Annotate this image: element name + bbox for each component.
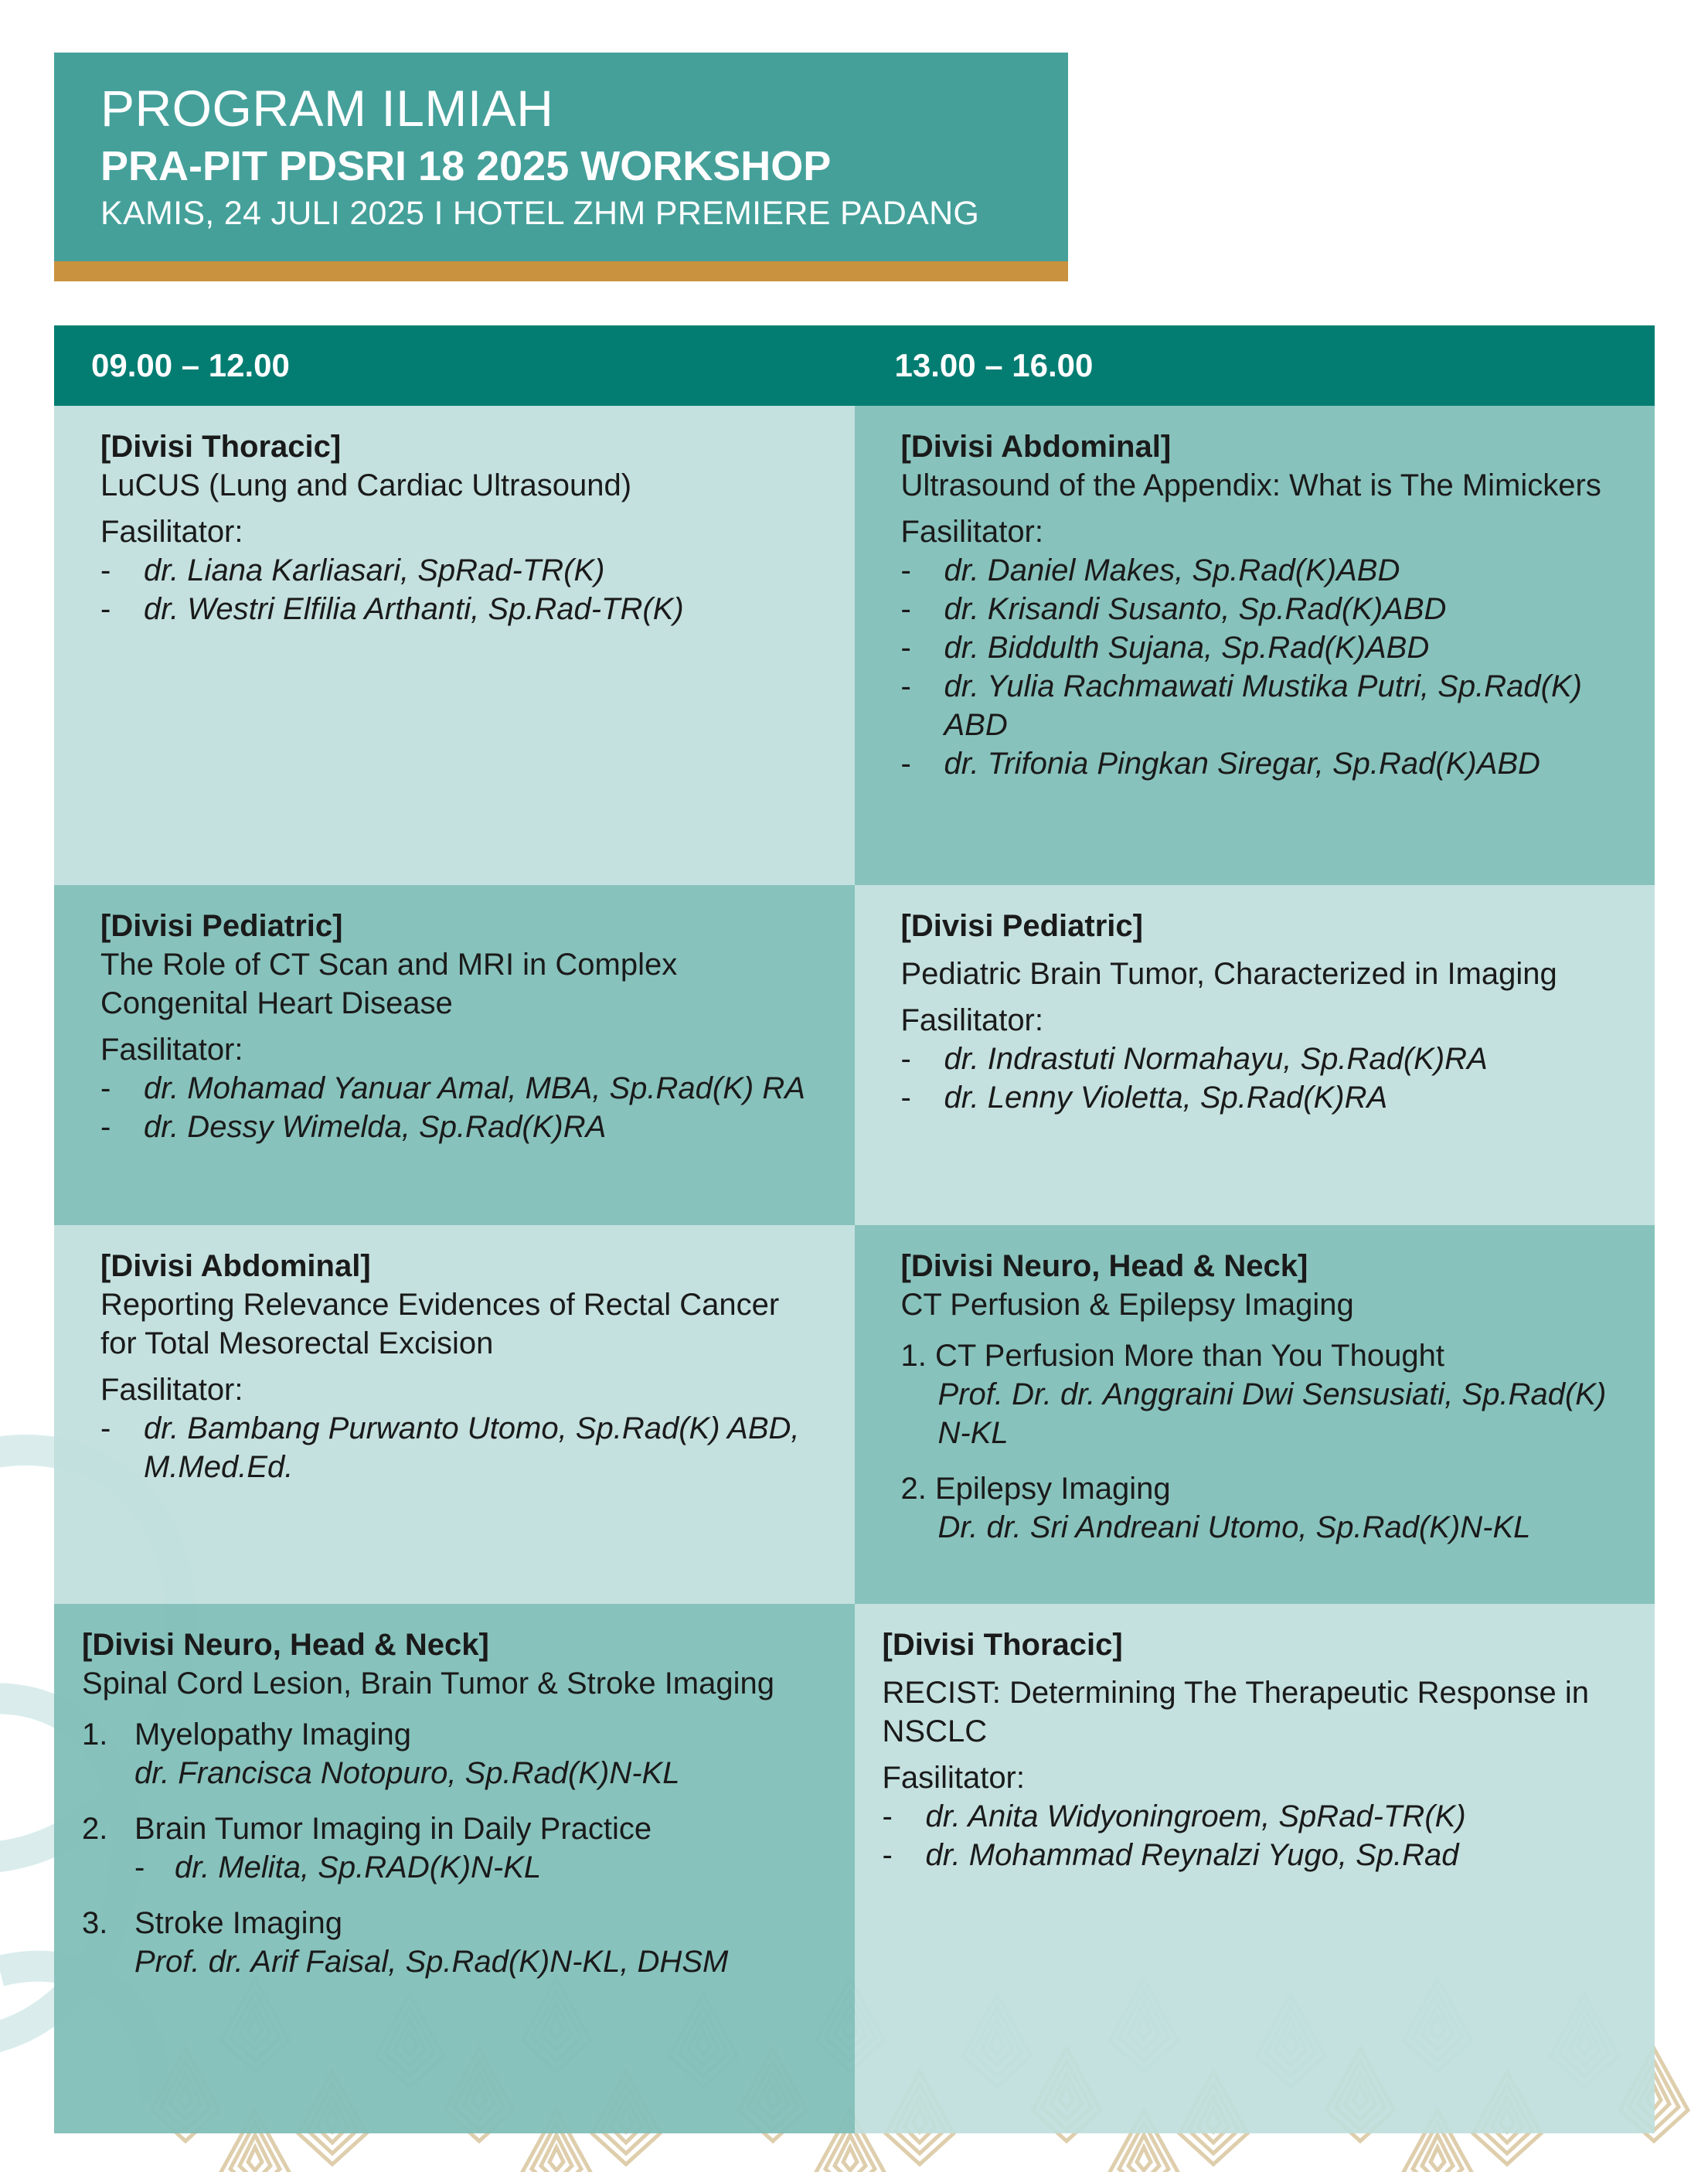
facilitator-name: dr. Trifonia Pingkan Siregar, Sp.Rad(K)ABD [944,747,1540,781]
facilitator-name: dr. Bambang Purwanto Utomo, Sp.Rad(K) ABD, M.Med.Ed. [144,1411,800,1484]
session-topic: LuCUS (Lung and Cardiac Ultrasound) [100,468,632,502]
column-header-morning: 09.00 – 12.00 [91,347,290,383]
speaker-name: dr. Francisca Notopuro, Sp.Rad(K)N-KL [134,1756,680,1790]
facilitator-name: dr. Mohammad Reynalzi Yugo, Sp.Rad [925,1838,1459,1872]
talk-title: Stroke Imaging [134,1906,343,1940]
facilitator-label: Fasilitator: [900,515,1043,549]
talk-title: Myelopathy Imaging [134,1718,411,1752]
talk-title: Brain Tumor Imaging in Daily Practice [134,1812,652,1846]
facilitator-name: dr. Krisandi Susanto, Sp.Rad(K)ABD [944,592,1447,626]
schedule-table [54,325,1655,2133]
talk-title: 2. Epilepsy Imaging [900,1472,1171,1506]
facilitator-name: dr. Biddulth Sujana, Sp.Rad(K)ABD [944,631,1430,665]
session-cell [54,1225,855,1604]
division-label: [Divisi Abdominal] [100,1249,371,1283]
date-venue: KAMIS, 24 JULI 2025 I HOTEL ZHM PREMIERE PADANG [100,195,980,232]
session-topic: Reporting Relevance Evidences of Rectal Cancer for Total Mesorectal Excision [100,1288,780,1360]
division-label: [Divisi Thoracic] [100,430,342,464]
talk-title: 1. CT Perfusion More than You Thought [900,1339,1444,1373]
banner-accent-bar [54,261,1068,281]
facilitator-name: dr. Anita Widyoningroem, SpRad-TR(K) [925,1799,1466,1833]
list-item: - dr. Anita Widyoningroem, SpRad-TR(K) [883,1797,1618,1836]
division-label: [Divisi Neuro, Head & Neck] [900,1249,1308,1283]
session-topic: Spinal Cord Lesion, Brain Tumor & Stroke Imaging [82,1666,774,1700]
facilitator-list [901,551,1618,783]
list-item: - dr. Krisandi Susanto, Sp.Rad(K)ABD [901,590,1618,628]
list-item: - dr. Westri Elfilia Arthanti, Sp.Rad-TR(K) [100,590,818,628]
facilitator-label: Fasilitator: [100,1033,243,1067]
facilitator-label: Fasilitator: [900,1003,1043,1037]
list-item [82,1809,818,1887]
table-row [54,885,1655,1225]
list-item: - dr. Liana Karliasari, SpRad-TR(K) [100,551,818,590]
workshop-subtitle: PRA-PIT PDSRI 18 2025 WORKSHOP [100,143,832,189]
list-item [901,1469,1618,1547]
table-row [54,406,1655,885]
facilitator-label: Fasilitator: [100,515,243,549]
session-cell [54,885,855,1225]
facilitator-list [901,1040,1618,1117]
division-label: [Divisi Neuro, Head & Neck] [82,1628,489,1662]
facilitator-list [100,1069,818,1146]
item-number: 1. [82,1718,108,1752]
speaker-line: - dr. Melita, Sp.RAD(K)N-KL [82,1848,818,1887]
list-item [82,1904,818,1981]
talk-list [901,1336,1618,1547]
list-item: - dr. Indrastuti Normahayu, Sp.Rad(K)RA [901,1040,1618,1078]
session-topic: Pediatric Brain Tumor, Characterized in Imaging [900,957,1557,991]
speaker-name: Prof. dr. Arif Faisal, Sp.Rad(K)N-KL, DHSM [134,1945,729,1979]
facilitator-name: dr. Daniel Makes, Sp.Rad(K)ABD [944,553,1400,587]
table-row [54,1225,1655,1604]
session-topic: The Role of CT Scan and MRI in Complex Congenital Heart Disease [100,948,678,1020]
facilitator-label: Fasilitator: [100,1373,243,1407]
session-topic: CT Perfusion & Epilepsy Imaging [900,1288,1354,1322]
list-item: - dr. Lenny Violetta, Sp.Rad(K)RA [901,1078,1618,1117]
division-label: [Divisi Thoracic] [882,1628,1123,1662]
session-topic: RECIST: Determining The Therapeutic Response in NSCLC [882,1676,1590,1748]
title-banner [54,53,1068,261]
facilitator-name: dr. Yulia Rachmawati Mustika Putri, Sp.Rad(K) ABD [944,669,1582,742]
list-item: - dr. Daniel Makes, Sp.Rad(K)ABD [901,551,1618,590]
list-item: - dr. Mohamad Yanuar Amal, MBA, Sp.Rad(K) RA [100,1069,818,1108]
facilitator-name: dr. Dessy Wimelda, Sp.Rad(K)RA [144,1110,607,1144]
division-label: [Divisi Abdominal] [900,430,1172,464]
facilitator-list [883,1797,1618,1874]
list-item: - dr. Bambang Purwanto Utomo, Sp.Rad(K) ABD, M.Med.Ed. [100,1409,818,1486]
facilitator-name: dr. Indrastuti Normahayu, Sp.Rad(K)RA [944,1042,1488,1076]
session-cell [855,406,1655,885]
speaker-name: Dr. dr. Sri Andreani Utomo, Sp.Rad(K)N-KL [937,1510,1531,1544]
talk-list [82,1715,818,1981]
session-cell [54,406,855,885]
item-number: 3. [82,1906,108,1940]
facilitator-list [100,551,818,628]
session-cell [855,885,1655,1225]
column-header-afternoon: 13.00 – 16.00 [894,347,1094,383]
session-cell [855,1225,1655,1604]
table-header [54,325,1655,406]
item-number: 2. [82,1812,108,1846]
session-cell [54,1604,855,2133]
list-item: - dr. Mohammad Reynalzi Yugo, Sp.Rad [883,1836,1618,1874]
list-item: - dr. Yulia Rachmawati Mustika Putri, Sp.Rad(K) ABD [901,667,1618,744]
session-topic: Ultrasound of the Appendix: What is The Mimickers [900,468,1601,502]
speaker-name: dr. Melita, Sp.RAD(K)N-KL [175,1850,542,1884]
list-item: - dr. Trifonia Pingkan Siregar, Sp.Rad(K)ABD [901,744,1618,783]
speaker-name: Prof. Dr. dr. Anggraini Dwi Sensusiati, Sp.Rad(K) N-KL [937,1377,1607,1450]
facilitator-list [100,1409,818,1486]
facilitator-name: dr. Westri Elfilia Arthanti, Sp.Rad-TR(K) [144,592,684,626]
list-item [901,1336,1618,1452]
facilitator-name: dr. Lenny Violetta, Sp.Rad(K)RA [944,1081,1388,1115]
list-item: - dr. Biddulth Sujana, Sp.Rad(K)ABD [901,628,1618,667]
table-row [54,1604,1655,2133]
list-item [82,1715,818,1792]
program-title: PROGRAM ILMIAH [100,80,554,137]
session-cell [855,1604,1655,2133]
division-label: [Divisi Pediatric] [900,909,1143,943]
facilitator-name: dr. Liana Karliasari, SpRad-TR(K) [144,553,605,587]
facilitator-name: dr. Mohamad Yanuar Amal, MBA, Sp.Rad(K) RA [144,1071,805,1105]
division-label: [Divisi Pediatric] [100,909,343,943]
facilitator-label: Fasilitator: [882,1761,1025,1795]
list-item: - dr. Dessy Wimelda, Sp.Rad(K)RA [100,1108,818,1146]
